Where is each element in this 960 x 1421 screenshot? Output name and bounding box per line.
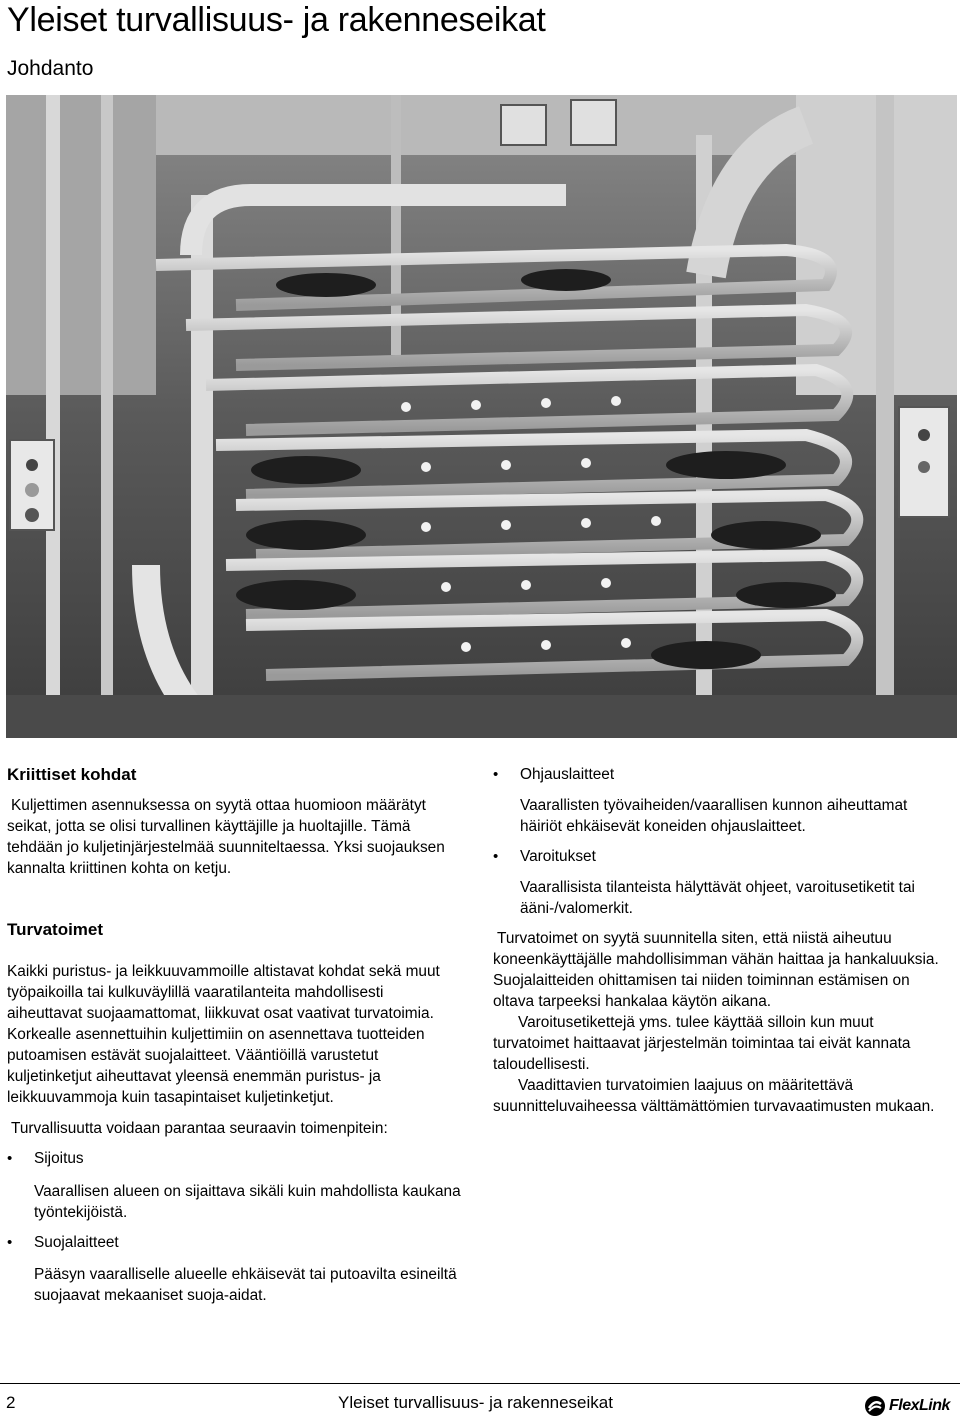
paragraph-1: Turvatoimet on syytä suunnitella siten, että niistä aiheutuu koneenkäyttäjälle mahdollisimman vähän haittaa ja hankaluuksia. Suojalaitteiden ohittamisen tai niiden toiminnan estämisen on oltava tarpeeksi hankalaa käytön aikana.: [493, 930, 939, 1010]
list-item-text: Vaarallisten työvaiheiden/vaarallisen kunnon aiheuttamat häiriöt ehkäisevät koneiden ohjauslaitteet.: [520, 797, 908, 835]
right-column: [493, 764, 953, 1117]
logo-text: FlexLink: [889, 1397, 950, 1414]
flexlink-logo-icon: [864, 1395, 886, 1417]
page-number: 2: [6, 1393, 16, 1412]
conveyor-photo: [6, 95, 957, 738]
critical-points-paragraph: Kuljettimen asennuksessa on syytä ottaa huomioon määrätyt seikat, jotta se olisi turvallinen käyttäjille ja huoltajille. Tämä tehdään jo kuljetinjärjestelmää suunniteltaessa. Yksi suojauksen kannalta kriittinen kohta on ketju.: [7, 797, 445, 877]
list-item: [493, 846, 953, 867]
list-item: [7, 1232, 462, 1253]
list-item-title: Suojalaitteet: [34, 1234, 119, 1251]
flexlink-logo: [864, 1394, 950, 1418]
bullet-icon: •: [493, 766, 499, 783]
list-item: [493, 764, 953, 785]
list-item-title: Sijoitus: [34, 1150, 84, 1167]
measures-intro: Turvallisuutta voidaan parantaa seuraavin toimenpitein:: [11, 1120, 388, 1137]
paragraph-2: Varoitusetikettejä yms. tulee käyttää silloin kun muut turvatoimet haittaavat järjestelmän toimintaa tai eivät kannata taloudellisesti.: [493, 1014, 911, 1073]
safety-measures-paragraph: Kaikki puristus- ja leikkuuvammoille altistavat kohdat sekä muut työpaikoilla tai kulkuväylillä vaaratilanteita mahdollisesti aiheuttavat suojaamattomat, liikkuvat osat vaativat turvatoimia. Korkealle asennettuihin kuljettimiin on asennettava tuotteiden putoamisen estävät suojalaitteet. Vääntiöillä varustetut kuljetinketjut aiheuttavat yleensä enemmän puristus- ja leikkuuvammoja kuin tasapintaiset kuljetinketjut.: [7, 963, 440, 1106]
heading-safety-measures: Turvatoimet: [7, 920, 104, 939]
list-item-text: Vaarallisista tilanteista hälyttävät ohjeet, varoitusetiketit tai ääni-/valomerkit.: [520, 879, 915, 917]
page-title: Yleiset turvallisuus- ja rakenneseikat: [7, 1, 546, 39]
bullet-icon: •: [7, 1234, 13, 1251]
bullet-icon: •: [7, 1150, 13, 1167]
list-item: [7, 1148, 462, 1169]
paragraph-3: Vaadittavien turvatoimien laajuus on määritettävä suunnitteluvaiheessa välttämättömien turvavaatimusten mukaan.: [493, 1077, 935, 1115]
section-title: Johdanto: [7, 57, 94, 80]
bullet-icon: •: [493, 848, 499, 865]
footer-divider: [0, 1383, 960, 1384]
left-column: [7, 764, 462, 1306]
list-item-title: Ohjauslaitteet: [520, 766, 615, 783]
list-item-text: Pääsyn vaaralliselle alueelle ehkäisevät tai putoavilta esineiltä suojaavat mekaaniset suoja-aidat.: [34, 1266, 457, 1304]
list-item-title: Varoitukset: [520, 848, 596, 865]
footer-title: Yleiset turvallisuus- ja rakenneseikat: [338, 1393, 613, 1412]
list-item-text: Vaarallisen alueen on sijaittava sikäli kuin mahdollista kaukana työntekijöistä.: [34, 1183, 461, 1221]
heading-critical-points: Kriittiset kohdat: [7, 765, 137, 784]
